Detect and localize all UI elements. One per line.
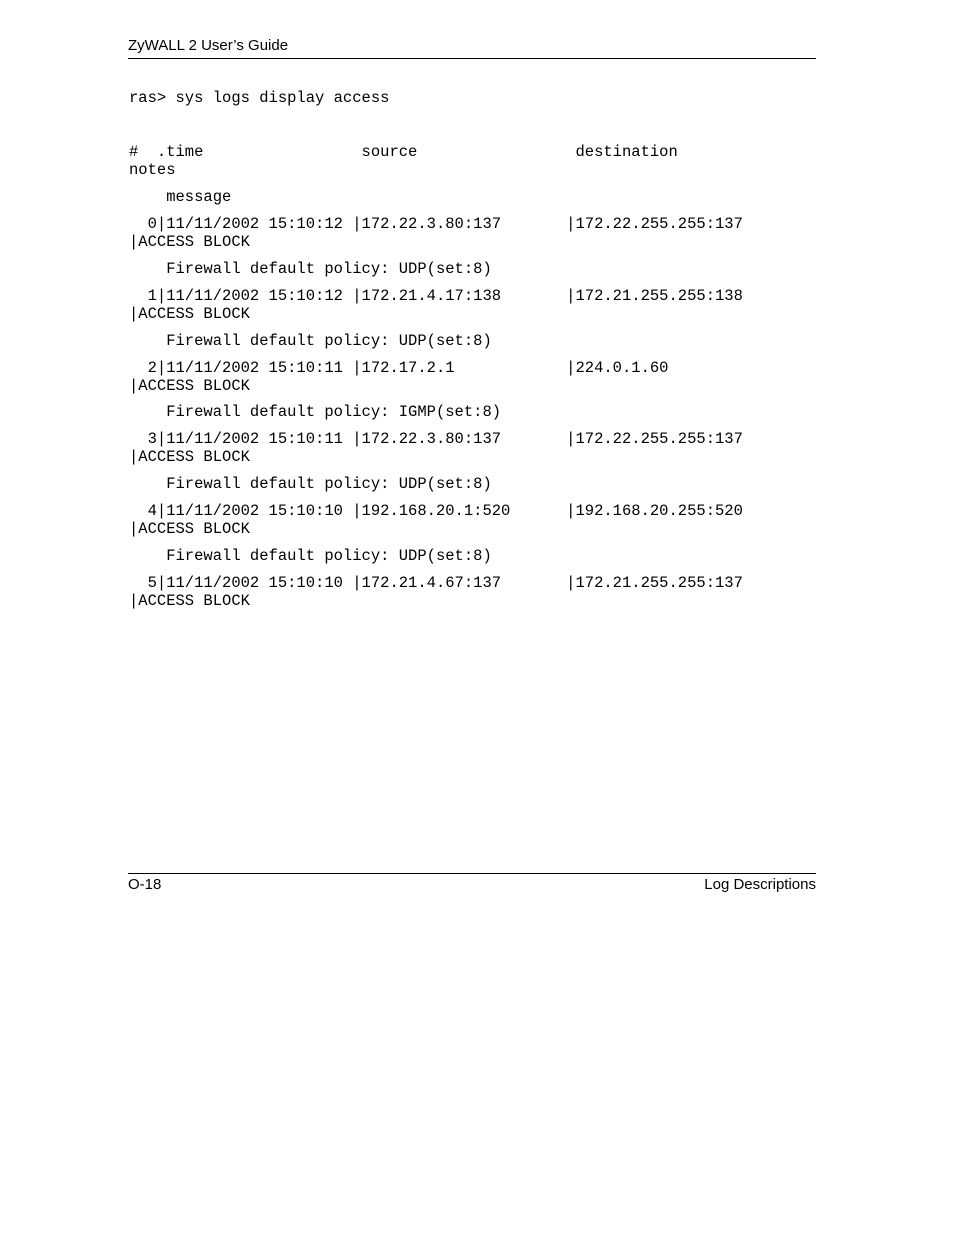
log-entry-message: Firewall default policy: IGMP(set:8) (129, 403, 502, 421)
log-entry-line: 3|11/11/2002 15:10:11 |172.22.3.80:137 |172.22.255.255:137 (129, 430, 743, 448)
log-entry-notes: |ACCESS BLOCK (129, 520, 250, 538)
log-entry-line: 4|11/11/2002 15:10:10 |192.168.20.1:520 |192.168.20.255:520 (129, 502, 743, 520)
section-title: Log Descriptions (704, 876, 816, 893)
guide-title: ZyWALL 2 User’s Guide (128, 37, 289, 54)
log-entry-line: 1|11/11/2002 15:10:12 |172.21.4.17:138 |172.21.255.255:138 (129, 287, 743, 305)
log-entry-notes: |ACCESS BLOCK (129, 233, 250, 251)
log-entry-notes: |ACCESS BLOCK (129, 592, 250, 610)
log-entry-notes: |ACCESS BLOCK (129, 377, 250, 395)
log-entry-message: Firewall default policy: UDP(set:8) (129, 547, 492, 565)
column-header-line-3: message (129, 188, 232, 206)
log-entry-message: Firewall default policy: UDP(set:8) (129, 475, 492, 493)
log-entry-line: 0|11/11/2002 15:10:12 |172.22.3.80:137 |172.22.255.255:137 (129, 215, 743, 233)
log-entry-line: 2|11/11/2002 15:10:11 |172.17.2.1 |224.0.1.60 (129, 359, 669, 377)
page-number: O-18 (128, 876, 162, 893)
log-entry-message: Firewall default policy: UDP(set:8) (129, 260, 492, 278)
log-entry-notes: |ACCESS BLOCK (129, 305, 250, 323)
log-entry-message: Firewall default policy: UDP(set:8) (129, 332, 492, 350)
log-entry-notes: |ACCESS BLOCK (129, 448, 250, 466)
log-entry-line: 5|11/11/2002 15:10:10 |172.21.4.67:137 |172.21.255.255:137 (129, 574, 743, 592)
command-line: ras> sys logs display access (129, 89, 390, 107)
column-header-line-2: notes (129, 161, 176, 179)
page-header (128, 37, 816, 59)
page-footer (128, 873, 816, 893)
column-header-line-1: # .time source destination (129, 143, 678, 161)
